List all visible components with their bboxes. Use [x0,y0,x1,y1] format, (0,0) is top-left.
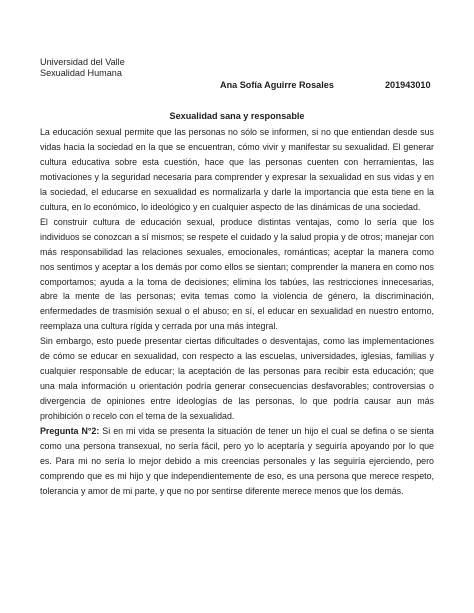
document-title: Sexualidad sana y responsable [169,111,305,121]
question-paragraph [40,424,434,499]
author-name: Ana Sofía Aguirre Rosales [220,80,334,90]
university-name: Universidad del Valle [40,57,125,67]
document-body [40,125,434,499]
student-id: 201943010 [385,80,431,90]
question-label: Pregunta N°2: [40,426,100,437]
course-name: Sexualidad Humana [40,68,122,78]
body-paragraph: La educación sexual permite que las personas no sólo se informen, si no que entiendan desde sus vidas hacia la sociedad en la que se encuentran, cómo vivir y manifestar su sexualidad. El generar cultura educativa sobre esta cuestión, hace que las personas cuenten con herramientas, las motivaciones y la seguridad necesaria para comprender y expresar la sexualidad en sus vidas y en la sociedad, el educarse en sexualidad es normalizarla y darle la importancia que esta tiene en la cultura, en lo económico, lo ideológico y en cualquier aspecto de las dinámicas de una sociedad. [40,127,434,212]
question-answer: Si en mi vida se presenta la situación de tener un hijo el cual se defina o se sienta como una persona transexual, no sería fácil, pero yo lo aceptaría y seguiría apoyando por lo que es. Para mi no sería lo mejor debido a mis creencias personales y las seguiría ejerciendo, pero comprendo que es mi hijo y que independientemente de eso, es una persona que merece respeto, tolerancia y amor de mi parte, y que no por sentirse diferente merece menos que los demás. [40,426,434,496]
body-paragraph: El construir cultura de educación sexual, produce distintas ventajas, como lo sería que los individuos se conozcan a sí mismos; se respete el cuidado y la salud propia y de otros; manejar con más responsabilidad las relaciones sexuales, emocionales, románticas; aceptar la manera como nos sentimos y aceptar a los demás por como ellos se sientan; comprender la manera en como nos comportamos; ayuda a la toma de decisiones; elimina los tabúes, las restricciones innecesarias, abre la mente de las personas; evita temas como la violencia de género, la discriminación, enfermedades de trasmisión sexual o el abuso; en sí, el educar en sexualidad en nuestro entorno, reemplaza una cultura rígida y cerrada por una más integral. [40,216,434,332]
body-paragraph: Sin embargo, esto puede presentar ciertas dificultades o desventajas, como las implementaciones de cómo se educar en sexualidad, con respecto a las escuelas, universidades, iglesias, familias y cualquier responsable de educar; la aceptación de las personas para recibir esta educación; que una mala información u orientación podría generar consecuencias desfavorables; controversias o divergencia de opiniones entre ideologías de las personas, lo que podría causar aun más prohibición o recelo con el tema de la sexualidad. [40,336,434,422]
